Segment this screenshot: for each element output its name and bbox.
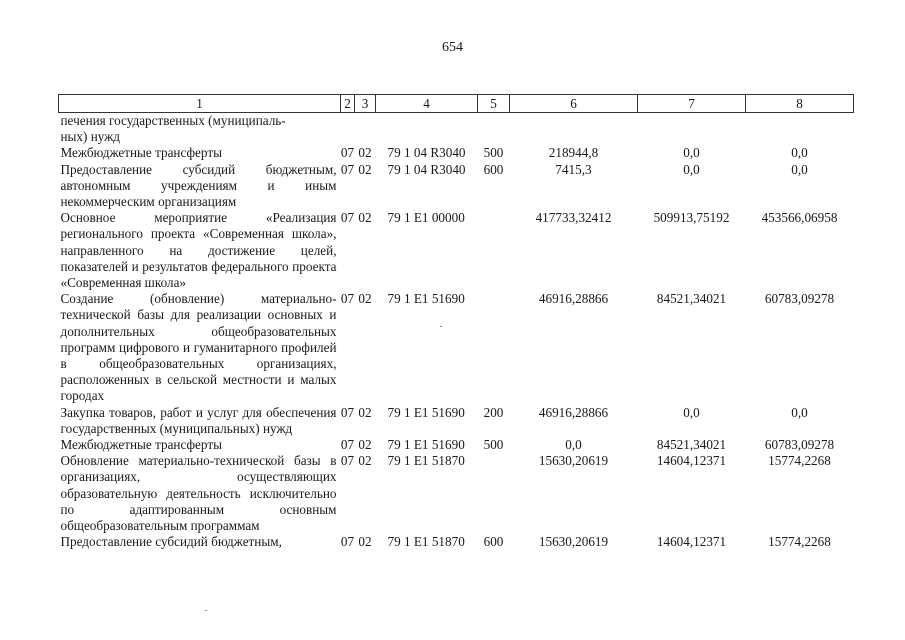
row-value-6: 46916,28866 (538, 291, 609, 307)
row-name: Предоставление субсидий бюджетным, автономным учреждениям и иным некоммерческим организациям (60, 161, 337, 210)
row-subsection: 02 (358, 437, 372, 453)
row-expense-type (478, 291, 510, 404)
row-target-article: 79 1 04 R3040 (387, 145, 466, 161)
header-col-1: 1 (59, 95, 341, 113)
row-value-8: 60783,09278 (764, 291, 835, 307)
row-name: Предоставление субсидий бюджетным, (60, 534, 282, 550)
row-value-7: 84521,34021 (656, 437, 727, 453)
table-row (59, 437, 854, 453)
row-value-7: 0,0 (683, 145, 700, 161)
row-value-7: 14604,12371 (656, 534, 727, 550)
row-target-article: 79 1 E1 51690 (387, 404, 465, 420)
table-row (59, 534, 854, 550)
row-value-7 (638, 113, 746, 146)
row-subsection: 02 (358, 404, 372, 420)
row-value-7: 0,0 (683, 404, 700, 420)
row-value-6: 0,0 (565, 437, 582, 453)
row-name: Межбюджетные трансферты (60, 437, 222, 453)
row-section: 07 (340, 210, 355, 226)
row-subsection (355, 113, 376, 146)
header-col-6: 6 (510, 95, 638, 113)
table-row (59, 162, 854, 211)
row-name: Обновление материально-технической базы в организациях, осуществляющих образовательную деятельность исключительно по адаптированным основным общеобразовательным программам (60, 453, 337, 534)
row-expense-type: 500 (483, 437, 504, 453)
row-value-8 (746, 113, 854, 146)
row-value-6: 218944,8 (548, 145, 599, 161)
row-value-6: 15630,20619 (538, 534, 609, 550)
row-value-8: 15774,2268 (768, 453, 831, 469)
budget-table (58, 94, 854, 550)
row-section: 07 (340, 145, 355, 161)
scan-speck (440, 326, 442, 327)
row-value-6: 15630,20619 (538, 453, 609, 469)
row-target-article: 79 1 E1 51690 (387, 291, 465, 307)
row-value-6: 46916,28866 (538, 404, 609, 420)
row-value-7: 509913,75192 (653, 210, 730, 226)
row-value-8: 15774,2268 (768, 534, 831, 550)
scan-speck (205, 610, 207, 611)
header-col-5: 5 (478, 95, 510, 113)
row-name: Основное мероприятие «Реализация регионального проекта «Современная школа», направленного на достижение целей, показателей и результатов федерального проекта «Современная школа» (60, 210, 337, 291)
row-target-article: 79 1 E1 00000 (387, 210, 465, 226)
header-row (59, 95, 854, 113)
row-subsection: 02 (358, 291, 372, 307)
row-subsection: 02 (358, 210, 372, 226)
table-row (59, 145, 854, 161)
table-row (59, 113, 854, 146)
row-name: Закупка товаров, работ и услуг для обеспечения государственных (муниципальных) нужд (60, 404, 337, 436)
row-expense-type (478, 113, 510, 146)
row-value-6: 417733,32412 (535, 210, 612, 226)
row-value-7: 0,0 (683, 161, 700, 177)
row-section: 07 (340, 453, 355, 469)
row-target-article: 79 1 E1 51870 (387, 534, 465, 550)
table-row (59, 405, 854, 437)
row-name: Создание (обновление) материально-технической базы для реализации основных и дополнительных общеобразовательных программ цифрового и гуманитарного профилей в общеобразовательных организациях, расположенных в сельской местности и малых городах (60, 291, 337, 404)
row-value-8: 0,0 (791, 145, 808, 161)
row-expense-type: 200 (483, 404, 504, 420)
header-col-2: 2 (341, 95, 355, 113)
header-col-4: 4 (376, 95, 478, 113)
row-expense-type (478, 210, 510, 291)
row-section: 07 (340, 437, 355, 453)
table-row (59, 210, 854, 291)
row-value-6: 7415,3 (555, 161, 592, 177)
row-expense-type: 600 (483, 534, 504, 550)
row-expense-type: 500 (483, 145, 504, 161)
header-col-7: 7 (638, 95, 746, 113)
row-expense-type (478, 453, 510, 534)
row-name: Межбюджетные трансферты (60, 145, 222, 161)
row-value-8: 0,0 (791, 404, 808, 420)
row-subsection: 02 (358, 453, 372, 469)
row-section: 07 (340, 534, 355, 550)
row-section: 07 (340, 161, 355, 177)
row-name: печения государственных (муниципаль- ных) нужд (60, 113, 286, 145)
row-target-article (376, 113, 478, 146)
row-subsection: 02 (358, 145, 372, 161)
row-expense-type: 600 (483, 161, 504, 177)
row-target-article: 79 1 E1 51690 (387, 437, 465, 453)
row-value-8: 453566,06958 (761, 210, 838, 226)
row-target-article: 79 1 04 R3040 (387, 161, 466, 177)
row-value-7: 84521,34021 (656, 291, 727, 307)
header-col-3: 3 (355, 95, 376, 113)
row-section: 07 (340, 404, 355, 420)
row-value-7: 14604,12371 (656, 453, 727, 469)
row-target-article: 79 1 E1 51870 (387, 453, 465, 469)
table-row (59, 291, 854, 404)
header-col-8: 8 (746, 95, 854, 113)
row-value-8: 0,0 (791, 161, 808, 177)
row-value-8: 60783,09278 (764, 437, 835, 453)
table-row (59, 453, 854, 534)
row-subsection: 02 (358, 161, 372, 177)
page-number: 654 (442, 40, 463, 55)
row-section (341, 113, 355, 146)
row-value-6 (510, 113, 638, 146)
row-section: 07 (340, 291, 355, 307)
row-subsection: 02 (358, 534, 372, 550)
